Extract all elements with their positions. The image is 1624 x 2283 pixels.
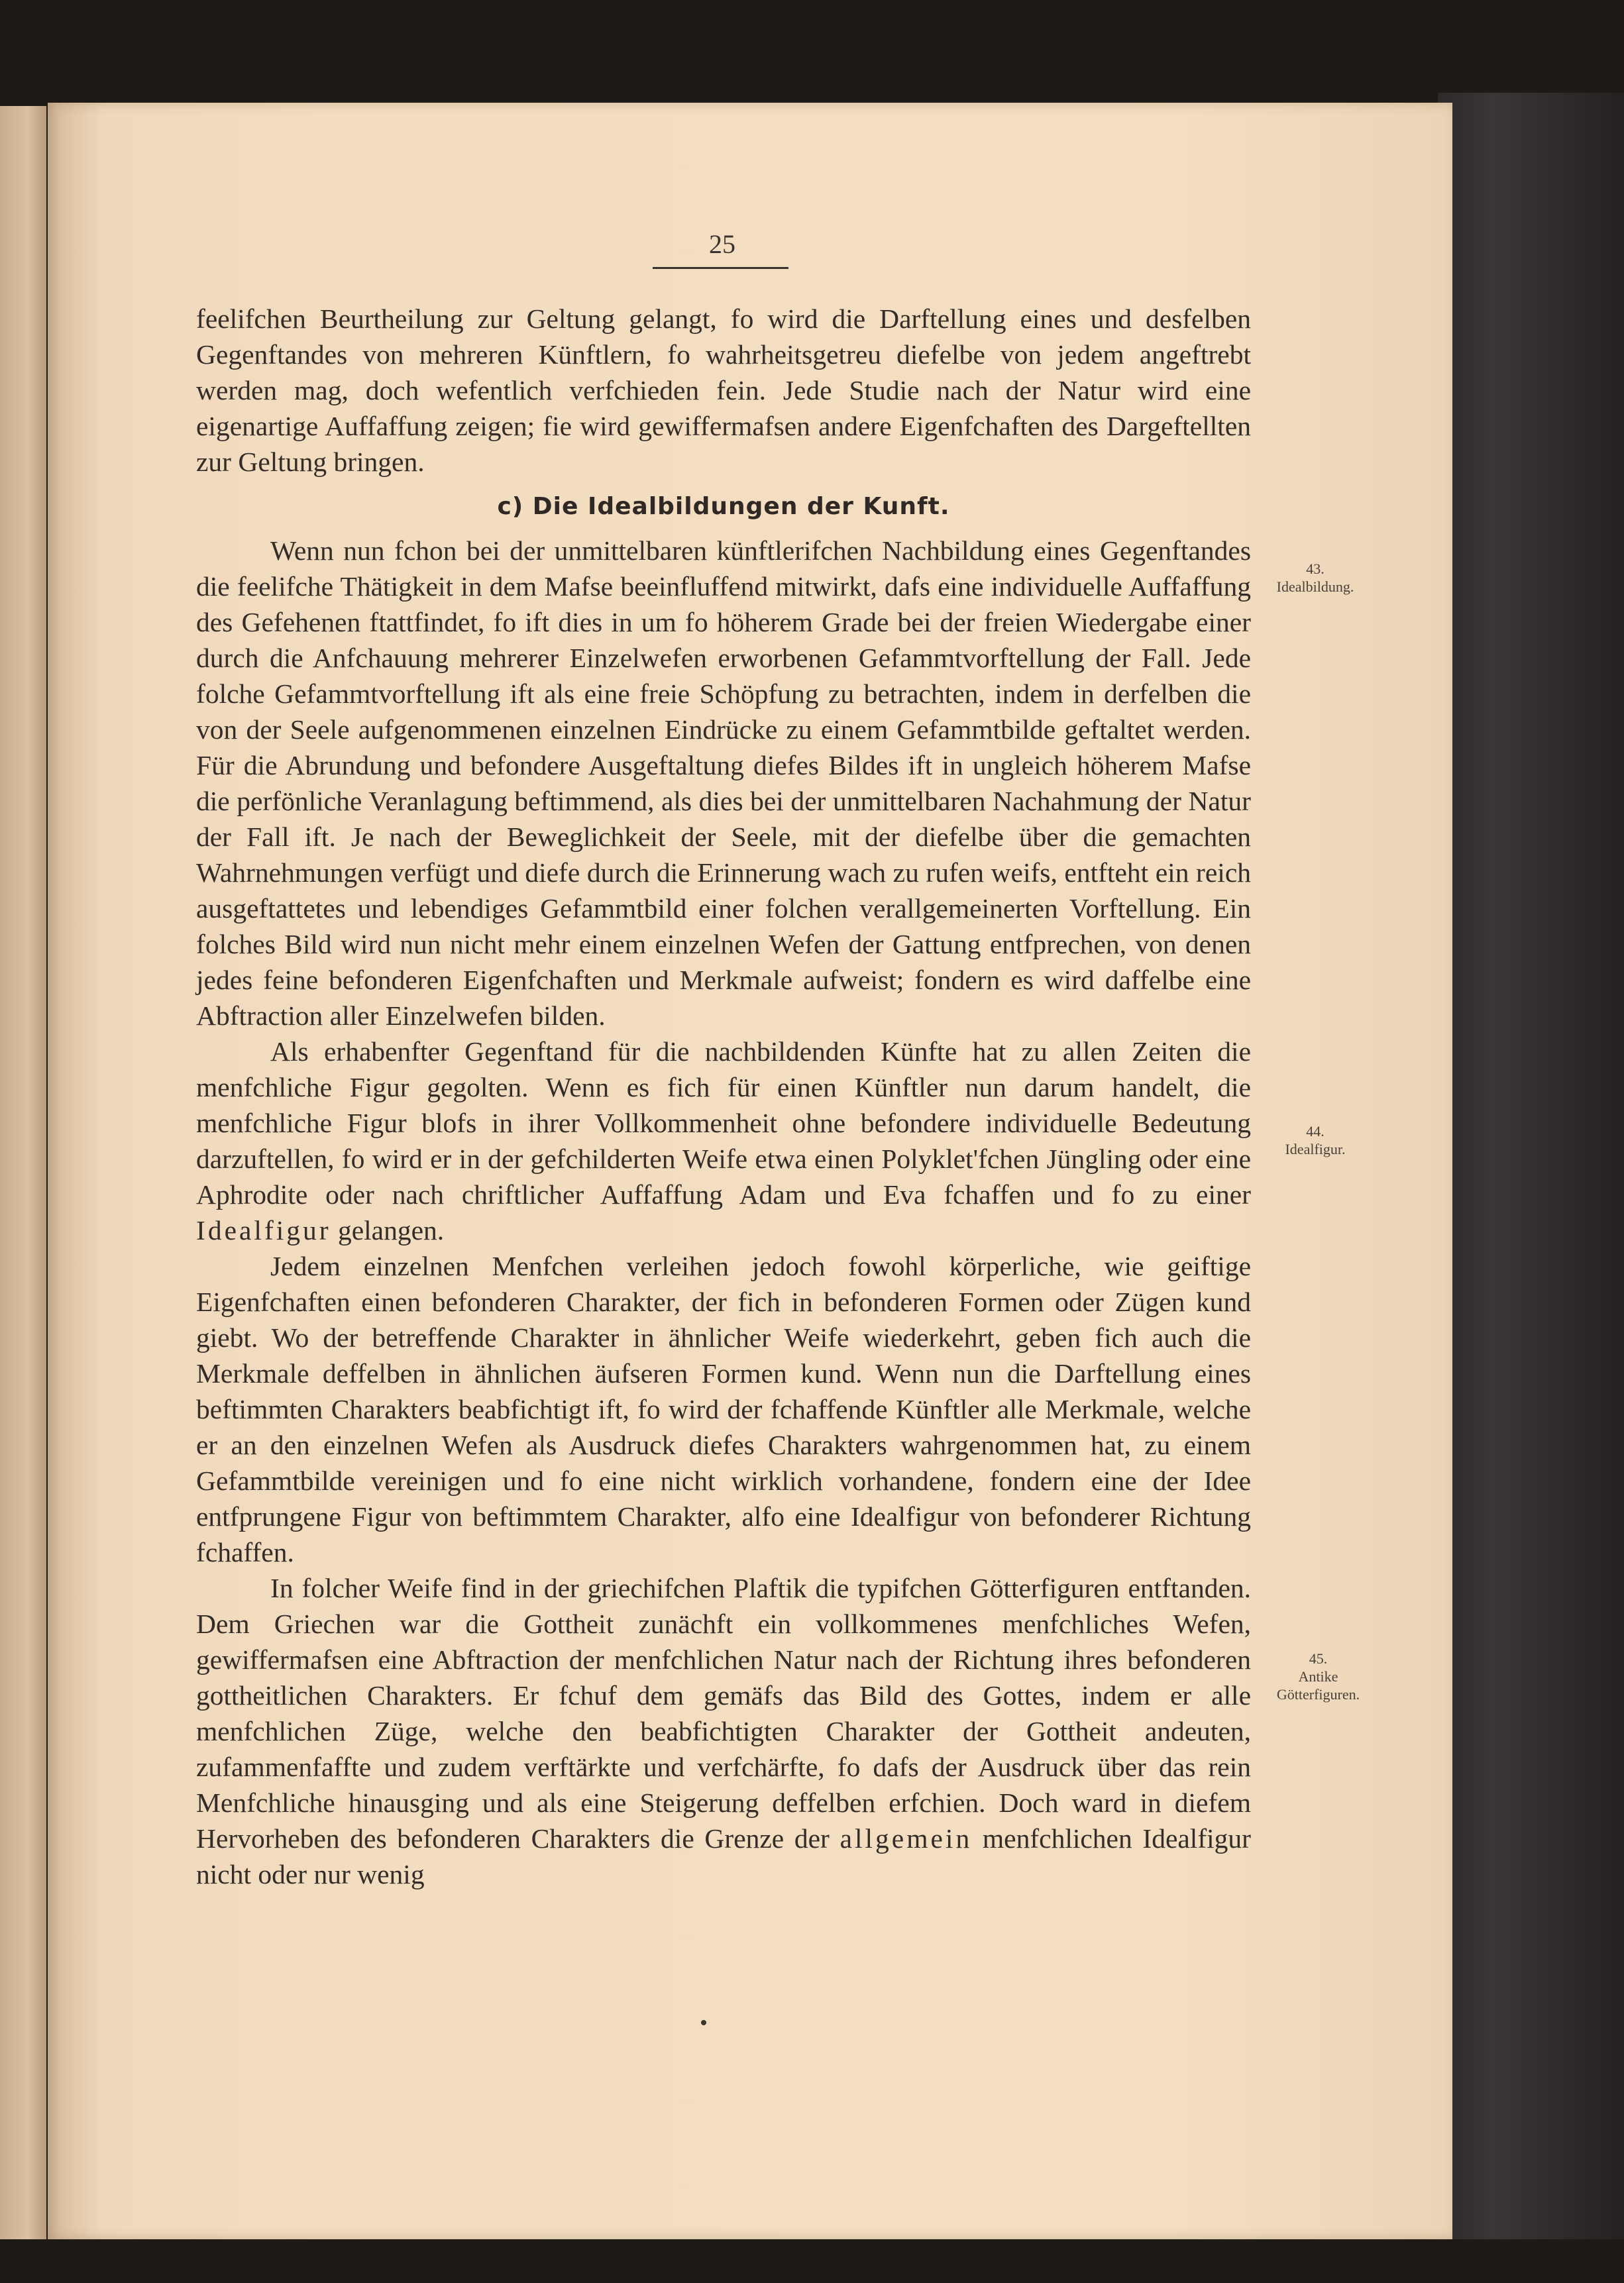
paragraph-3-text-a: Als erhabenfter Gegenftand für die nachbildenden Künfte hat zu allen Zeiten die menfchliche Figur gegolten. Wenn es fich für einen Künftler nun darum handelt, die menfchliche Figur blofs in ihrer Vollkommenheit ohne befondere individuelle Bedeutung darzuftellen, fo wird er in der gefchilderten Weife etwa einen Polyklet'fchen Jüngling oder eine Aphrodite oder nach chriftlicher Auffaffung Adam und Eva fchaffen und fo zu einer xyxy=(196,1036,1251,1210)
paragraph-5-text-a: In folcher Weife find in der griechifchen Plaftik die typifchen Götterfiguren entftanden. Dem Griechen war die Gottheit zunächft ein vollkommenes menfchliches Wefen, gewiffermafsen eine Abftraction der menfchlichen Natur nach der Richtung ihres befonderen gottheitlichen Charakters. Er fchuf dem gemäfs das Bild des Gottes, indem er alle menfchlichen Züge, welche den beabfichtigten Charakter der Gottheit andeuten, zufammenfaffte und zudem verftärkte und verfchärfte, fo dafs der Ausdruck über das rein Menfchliche hinausging und als eine Steigerung deffelben erfchien. Doch ward in diefem Hervorheben des befonderen Charakters die Grenze der xyxy=(196,1573,1251,1854)
paragraph-3 xyxy=(196,1034,1251,1248)
section-heading: c) Die Idealbildungen der Kunft. xyxy=(497,493,950,520)
margin-note-43-label: Idealbildung. xyxy=(1276,578,1354,595)
body-text xyxy=(196,301,1251,1892)
page-number-rule xyxy=(653,267,788,269)
paragraph-1: feelifchen Beurtheilung zur Geltung gelangt, fo wird die Darftellung eines und desfelben Gegenftandes von mehreren Künftlern, fo wahrheitsgetreu diefelbe von jedem angeftrebt werden mag, doch wefentlich verfchieden fein. Jede Studie nach der Natur wird eine eigenartige Auffaffung zeigen; fie wird gewiffermafsen andere Eigenfchaften des Dargeftellten zur Geltung bringen. xyxy=(196,303,1251,477)
spaced-term-idealfigur: Idealfigur xyxy=(196,1215,331,1246)
paragraph-5-text-b: menfchlichen Idealfigur nicht oder nur wenig xyxy=(196,1823,1251,1889)
paragraph-4: Jedem einzelnen Menfchen verleihen jedoch fowohl körperliche, wie geiftige Eigenfchaften einen befonderen Charakter, der fich in befonderen Formen oder Zügen kund giebt. Wo der betreffende Charakter in ähnlicher Weife wiederkehrt, geben fich auch die Merkmale deffelben in ähnlichen äufseren Formen kund. Wenn nun die Darftellung eines beftimmten Charakters beabfichtigt ift, fo wird der fchaffende Künftler alle Merkmale, welche er an den einzelnen Wefen als Ausdruck diefes Charakters wahrgenommen hat, zu einem Gefammtbilde vereinigen und fo eine nicht wirklich vorhandene, fondern eine der Idee entfprungene Figur von beftimmtem Charakter, alfo eine Idealfigur von befonderer Richtung fchaffen. xyxy=(196,1251,1251,1567)
paragraph-3-text-b: gelangen. xyxy=(331,1215,445,1246)
print-dot xyxy=(701,2020,706,2025)
margin-note-45-label-1: Antike xyxy=(1298,1668,1338,1685)
page-number: 25 xyxy=(709,229,735,259)
margin-note-44-number: 44. xyxy=(1306,1123,1325,1140)
margin-note-44-label: Idealfigur. xyxy=(1285,1141,1346,1157)
margin-note-45-number: 45. xyxy=(1309,1650,1328,1667)
paragraph-5 xyxy=(196,1570,1251,1892)
paragraph-2: Wenn nun fchon bei der unmittelbaren künftlerifchen Nachbildung eines Gegenftandes die feelifche Thätigkeit in dem Mafse beeinfluffend mitwirkt, dafs eine individuelle Auffaffung des Gefehenen ftattfindet, fo ift dies in um fo höherem Grade bei der freien Wiedergabe einer durch die Anfchauung mehrerer Einzelwefen erworbenen Gefammtvorftellung der Fall. Jede folche Gefammtvorftellung ift als eine freie Schöpfung zu betrachten, indem in derfelben die von der Seele aufgenommenen einzelnen Eindrücke zu einem Gefammtbilde geftaltet werden. Für die Abrundung und befondere Ausgeftaltung diefes Bildes ift in ungleich höherem Mafse die perfönliche Veranlagung beftimmend, als dies bei der unmittelbaren Nachahmung der Natur der Fall ift. Je nach der Beweglichkeit der Seele, mit der diefelbe über die gemachten Wahrnehmungen verfügt und diefe durch die Erinnerung wach zu rufen weifs, entfteht ein reich ausgeftattetes und lebendiges Gefammtbild einer folchen verallgemeinerten Vorftellung. Ein folches Bild wird nun nicht mehr einem einzelnen Wefen der Gattung entfprechen, von denen jedes feine befonderen Eigenfchaften und Merkmale aufweist; fondern es wird daffelbe eine Abftraction aller Einzelwefen bilden. xyxy=(196,535,1251,1031)
spaced-term-allgemein: allgemein xyxy=(839,1823,973,1854)
book-binding xyxy=(1438,93,1624,2239)
margin-note-45-label-2: Götterfiguren. xyxy=(1276,1686,1360,1703)
margin-note-43-number: 43. xyxy=(1306,560,1325,577)
facing-page-edge xyxy=(0,106,46,2239)
margin-note-43 xyxy=(1262,560,1368,596)
margin-note-44 xyxy=(1262,1122,1368,1158)
margin-note-45 xyxy=(1254,1650,1383,1703)
